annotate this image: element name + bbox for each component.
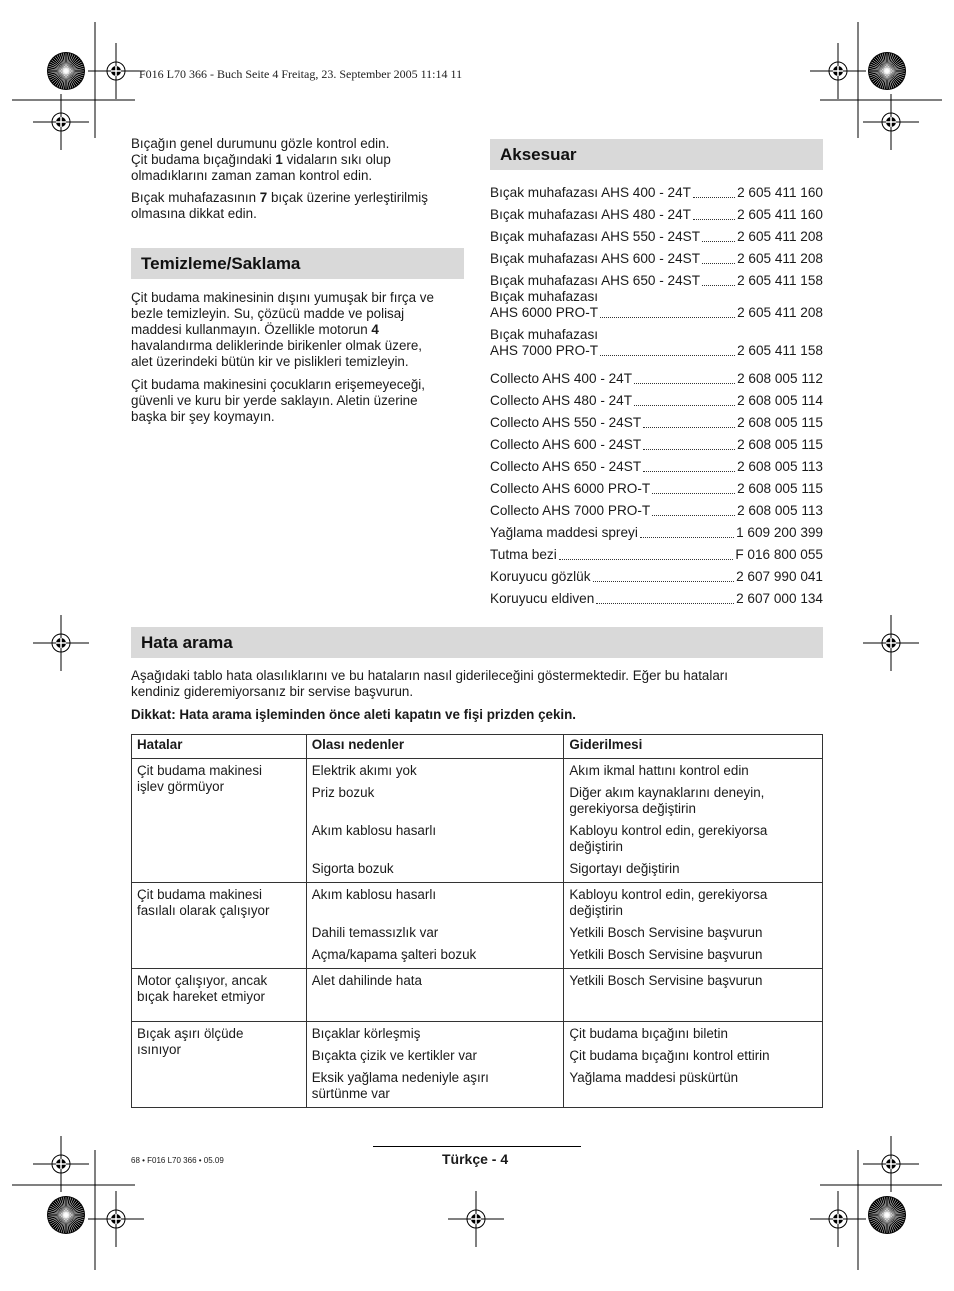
- intro-line: Çit budama bıçağındaki 1 vidaların sıkı olup: [131, 152, 391, 167]
- cell-line: Kabloyu kontrol edin, gerekiyorsa: [569, 887, 768, 902]
- table-header-row: [132, 735, 823, 759]
- accessory-number: 2 605 411 158: [737, 273, 823, 288]
- warning-note: Dikkat: Hata arama işleminden önce aleti kapatın ve fişi prizden çekin.: [131, 707, 577, 722]
- registration-crosshair: [810, 1191, 866, 1247]
- registration-crosshair: [88, 1191, 144, 1247]
- accessory-name: Koruyucu eldiven: [490, 591, 595, 606]
- section-title: Hata arama: [141, 633, 233, 652]
- cell-entry: [137, 1026, 301, 1058]
- leader-dots: [643, 470, 735, 472]
- intro-line: Bıçak muhafazasının 7 bıçak üzerine yerleştirilmiş: [131, 190, 428, 205]
- accessory-name: Bıçak muhafazası AHS 650 - 24ST: [490, 273, 701, 288]
- cell-line: Çit budama bıçağını biletin: [569, 1026, 728, 1041]
- leader-dots: [643, 448, 735, 450]
- footer-rule: [373, 1146, 581, 1147]
- cleaning-paragraph-2: [131, 377, 466, 425]
- registration-crosshair: [863, 1136, 919, 1192]
- registration-crosshair: [88, 43, 144, 99]
- remedy-cell: [564, 883, 823, 969]
- cell-line: Priz bozuk: [311, 785, 375, 800]
- accessory-number: 2 608 005 115: [737, 437, 823, 452]
- leader-dots: [634, 382, 735, 384]
- leader-dots: [640, 536, 734, 538]
- cell-line: Akım ikmal hattını kontrol edin: [569, 763, 749, 778]
- cell-line: Yetkili Bosch Servisine başvurun: [569, 925, 763, 940]
- accessory-name: Collecto AHS 7000 PRO-T: [490, 503, 651, 518]
- accessory-name: Collecto AHS 600 - 24ST: [490, 437, 642, 452]
- leader-dots: [600, 354, 735, 356]
- registration-starburst: [868, 1196, 906, 1234]
- accessory-item: [490, 453, 823, 475]
- cell-line: Yağlama maddesi püskürtün: [569, 1070, 739, 1085]
- cell-line: Bıçak aşırı ölçüde: [137, 1026, 244, 1041]
- cell-line: ısınıyor: [137, 1042, 181, 1057]
- table-row: [132, 759, 823, 883]
- leader-dots: [643, 426, 735, 428]
- column-header-faults: Hatalar: [132, 735, 307, 759]
- leader-dots: [702, 262, 735, 264]
- cleaning-line: Çit budama makinesinin dışını yumuşak bir fırça ve: [131, 290, 434, 305]
- accessory-item: [490, 179, 823, 201]
- accessory-item: [490, 245, 823, 267]
- cell-entry: [312, 1070, 559, 1102]
- cell-line: Akım kablosu hasarlı: [311, 823, 437, 838]
- accessory-name: AHS 7000 PRO-T: [490, 343, 599, 358]
- cell-line: işlev görmüyor: [137, 779, 225, 794]
- cell-line: Bıçakta çizik ve kertikler var: [311, 1048, 477, 1063]
- cell-entry: [569, 785, 817, 817]
- cell-line: Dahili temassızlık var: [311, 925, 439, 940]
- registration-starburst: [868, 52, 906, 90]
- cell-line: Açma/kapama şalteri bozuk: [311, 947, 477, 962]
- cell-entry: [569, 947, 817, 963]
- registration-starburst: [47, 1196, 85, 1234]
- leader-dots: [652, 514, 735, 516]
- cell-entry: [312, 1026, 559, 1042]
- cleaning-line: bezle temizleyin. Su, çözücü madde ve polisaj: [131, 306, 405, 321]
- leader-dots: [634, 404, 735, 406]
- accessory-number: 2 608 005 113: [737, 459, 823, 474]
- accessory-list: [490, 179, 823, 607]
- accessory-name: Collecto AHS 400 - 24T: [490, 371, 633, 386]
- cause-cell: [306, 883, 564, 969]
- section-heading-accessories: [490, 139, 823, 170]
- cell-line: bıçak hareket etmiyor: [137, 989, 266, 1004]
- cell-entry: [569, 763, 817, 779]
- accessory-item: [490, 497, 823, 519]
- accessory-name: Bıçak muhafazası AHS 400 - 24T: [490, 185, 691, 200]
- accessory-item: [490, 519, 823, 541]
- accessory-item: [490, 475, 823, 497]
- accessory-item: [490, 563, 823, 585]
- cell-line: Diğer akım kaynaklarını deneyin,: [569, 785, 765, 800]
- table-row: [132, 1022, 823, 1108]
- cell-entry: [137, 763, 301, 795]
- leader-dots: [559, 558, 734, 560]
- accessory-name: Collecto AHS 6000 PRO-T: [490, 481, 651, 496]
- fault-cell: [132, 1022, 307, 1108]
- cell-entry: [312, 973, 559, 989]
- accessory-item: [490, 289, 823, 327]
- accessory-number: F 016 800 055: [735, 547, 823, 562]
- leader-dots: [596, 602, 734, 604]
- section-heading-troubleshooting: [131, 627, 823, 658]
- accessory-name: Koruyucu gözlük: [490, 569, 591, 584]
- registration-crosshair: [863, 94, 919, 150]
- cell-line: Motor çalışıyor, ancak: [137, 973, 268, 988]
- accessory-item: [490, 267, 823, 289]
- cell-entry: [569, 1048, 817, 1064]
- accessory-number: 2 605 411 208: [737, 251, 823, 266]
- cleaning-line: alet üzerindeki bütün kir ve pislikleri temizleyin.: [131, 354, 409, 369]
- cell-entry: [312, 887, 559, 903]
- column-header-remedies: Giderilmesi: [564, 735, 823, 759]
- cell-entry: [312, 861, 559, 877]
- remedy-cell: [564, 759, 823, 883]
- leader-dots: [600, 316, 735, 318]
- accessory-item: [490, 585, 823, 607]
- registration-crosshair: [810, 43, 866, 99]
- cell-entry: [569, 1026, 817, 1042]
- accessory-name: Collecto AHS 550 - 24ST: [490, 415, 642, 430]
- cell-line: sürtünme var: [311, 1086, 390, 1101]
- cell-line: Eksik yağlama nedeniyle aşırı: [311, 1070, 489, 1085]
- leader-dots: [702, 284, 735, 286]
- accessory-name: Collecto AHS 480 - 24T: [490, 393, 633, 408]
- cell-line: Çit budama makinesi: [137, 887, 263, 902]
- accessory-item: [490, 223, 823, 245]
- accessory-number: 2 607 000 134: [736, 591, 823, 606]
- accessory-number: 2 605 411 160: [737, 207, 823, 222]
- footer-print-code: 68 • F016 L70 366 • 05.09: [131, 1156, 224, 1165]
- accessory-number: 2 608 005 115: [737, 415, 823, 430]
- fault-cell: [132, 883, 307, 969]
- table-row: [132, 969, 823, 1022]
- accessory-item: [490, 409, 823, 431]
- registration-crosshair: [448, 1191, 504, 1247]
- accessory-name-line1: Bıçak muhafazası: [490, 289, 599, 304]
- intro-paragraph-1: [131, 136, 466, 184]
- accessory-number: 2 605 411 158: [737, 343, 823, 358]
- cell-entry: [569, 1070, 817, 1086]
- remedy-cell: [564, 1022, 823, 1108]
- leader-dots: [693, 218, 735, 220]
- accessory-item: [490, 201, 823, 223]
- accessory-item: [490, 541, 823, 563]
- accessory-name: Yağlama maddesi spreyi: [490, 525, 638, 540]
- cell-entry: [569, 887, 817, 919]
- cause-cell: [306, 759, 564, 883]
- cell-entry: [569, 973, 817, 989]
- accessory-name: Bıçak muhafazası AHS 600 - 24ST: [490, 251, 701, 266]
- intro-line: Bıçağın genel durumunu gözle kontrol edin.: [131, 136, 390, 151]
- registration-crosshair: [33, 94, 89, 150]
- accessory-number: 2 608 005 113: [737, 503, 823, 518]
- accessory-name: Collecto AHS 650 - 24ST: [490, 459, 642, 474]
- intro-line: olmasına dikkat edin.: [131, 206, 257, 221]
- cell-line: Kabloyu kontrol edin, gerekiyorsa: [569, 823, 768, 838]
- cell-entry: [312, 1048, 559, 1064]
- cell-line: fasılalı olarak çalışıyor: [137, 903, 270, 918]
- cleaning-line: güvenli ve kuru bir yerde saklayın. Aletin üzerine: [131, 393, 418, 408]
- cell-line: Elektrik akımı yok: [311, 763, 417, 778]
- cell-line: değiştirin: [569, 839, 623, 854]
- leader-dots: [702, 240, 735, 242]
- accessory-name-line1: Bıçak muhafazası: [490, 327, 599, 342]
- accessory-number: 2 605 411 208: [737, 229, 823, 244]
- cleaning-paragraph-1: [131, 290, 466, 370]
- fault-cell: [132, 759, 307, 883]
- intro-line: Aşağıdaki tablo hata olasılıklarını ve bu hataların nasıl giderileceğini göstermektedir. Eğer bu hataları: [131, 668, 728, 683]
- accessory-number: 2 608 005 114: [737, 393, 823, 408]
- registration-starburst: [47, 52, 85, 90]
- accessory-item: [490, 365, 823, 387]
- cleaning-line: maddesi kullanmayın. Özellikle motorun 4: [131, 322, 379, 337]
- cell-line: Çit budama makinesi: [137, 763, 263, 778]
- registration-crosshair: [863, 615, 919, 671]
- cell-entry: [137, 887, 301, 919]
- cell-entry: [312, 925, 559, 941]
- accessory-number: 2 605 411 160: [737, 185, 823, 200]
- intro-line: kendiniz gideremiyorsanız bir servise başvurun.: [131, 684, 414, 699]
- accessory-number: 2 607 990 041: [736, 569, 823, 584]
- cleaning-line: Çit budama makinesini çocukların erişemeyeceği,: [131, 377, 425, 392]
- registration-crosshair: [33, 615, 89, 671]
- cell-line: Bıçaklar körleşmiş: [311, 1026, 421, 1041]
- cell-entry: [137, 973, 301, 1005]
- leader-dots: [593, 580, 735, 582]
- accessory-name: Tutma bezi: [490, 547, 557, 562]
- accessory-number: 2 605 411 208: [737, 305, 823, 320]
- cell-line: Sigortayı değiştirin: [569, 861, 680, 876]
- accessory-name: Bıçak muhafazası AHS 550 - 24ST: [490, 229, 701, 244]
- cell-line: Akım kablosu hasarlı: [311, 887, 437, 902]
- intro-line: olmadıklarını zaman zaman kontrol edin.: [131, 168, 373, 183]
- cell-entry: [569, 925, 817, 941]
- cell-entry: [569, 861, 817, 877]
- troubleshooting-intro: [131, 668, 831, 700]
- cell-line: Yetkili Bosch Servisine başvurun: [569, 947, 763, 962]
- accessory-name: AHS 6000 PRO-T: [490, 305, 599, 320]
- cell-entry: [312, 785, 559, 801]
- cause-cell: [306, 1022, 564, 1108]
- accessory-item: [490, 327, 823, 365]
- cell-line: değiştirin: [569, 903, 623, 918]
- accessory-name: Bıçak muhafazası AHS 480 - 24T: [490, 207, 691, 222]
- leader-dots: [652, 492, 735, 494]
- column-header-causes: Olası nedenler: [306, 735, 564, 759]
- accessory-item: [490, 431, 823, 453]
- cell-entry: [312, 823, 559, 839]
- cleaning-line: havalandırma deliklerinde birikenler olmak üzere,: [131, 338, 423, 353]
- cell-line: Sigorta bozuk: [311, 861, 394, 876]
- intro-paragraph-2: [131, 190, 466, 222]
- section-title: Temizleme/Saklama: [141, 254, 301, 273]
- troubleshooting-table: [131, 734, 823, 1108]
- cleaning-line: başka bir şey koymayın.: [131, 409, 275, 424]
- section-heading-cleaning: [131, 248, 464, 279]
- footer-page-label: Türkçe - 4: [442, 1151, 509, 1167]
- table-row: [132, 883, 823, 969]
- cell-line: Yetkili Bosch Servisine başvurun: [569, 973, 763, 988]
- accessory-number: 1 609 200 399: [736, 525, 823, 540]
- leader-dots: [693, 196, 735, 198]
- remedy-cell: [564, 969, 823, 1022]
- cell-line: Çit budama bıçağını kontrol ettirin: [569, 1048, 770, 1063]
- cell-entry: [569, 823, 817, 855]
- accessory-number: 2 608 005 115: [737, 481, 823, 496]
- accessory-item: [490, 387, 823, 409]
- cell-line: Alet dahilinde hata: [311, 973, 422, 988]
- cell-entry: [312, 763, 559, 779]
- cell-line: gerekiyorsa değiştirin: [569, 801, 696, 816]
- print-header-line: F016 L70 366 - Buch Seite 4 Freitag, 23. September 2005 11:14 11: [139, 67, 463, 81]
- accessory-number: 2 608 005 112: [737, 371, 823, 386]
- fault-cell: [132, 969, 307, 1022]
- section-title: Aksesuar: [500, 145, 577, 164]
- cause-cell: [306, 969, 564, 1022]
- registration-crosshair: [33, 1136, 89, 1192]
- cell-entry: [312, 947, 559, 963]
